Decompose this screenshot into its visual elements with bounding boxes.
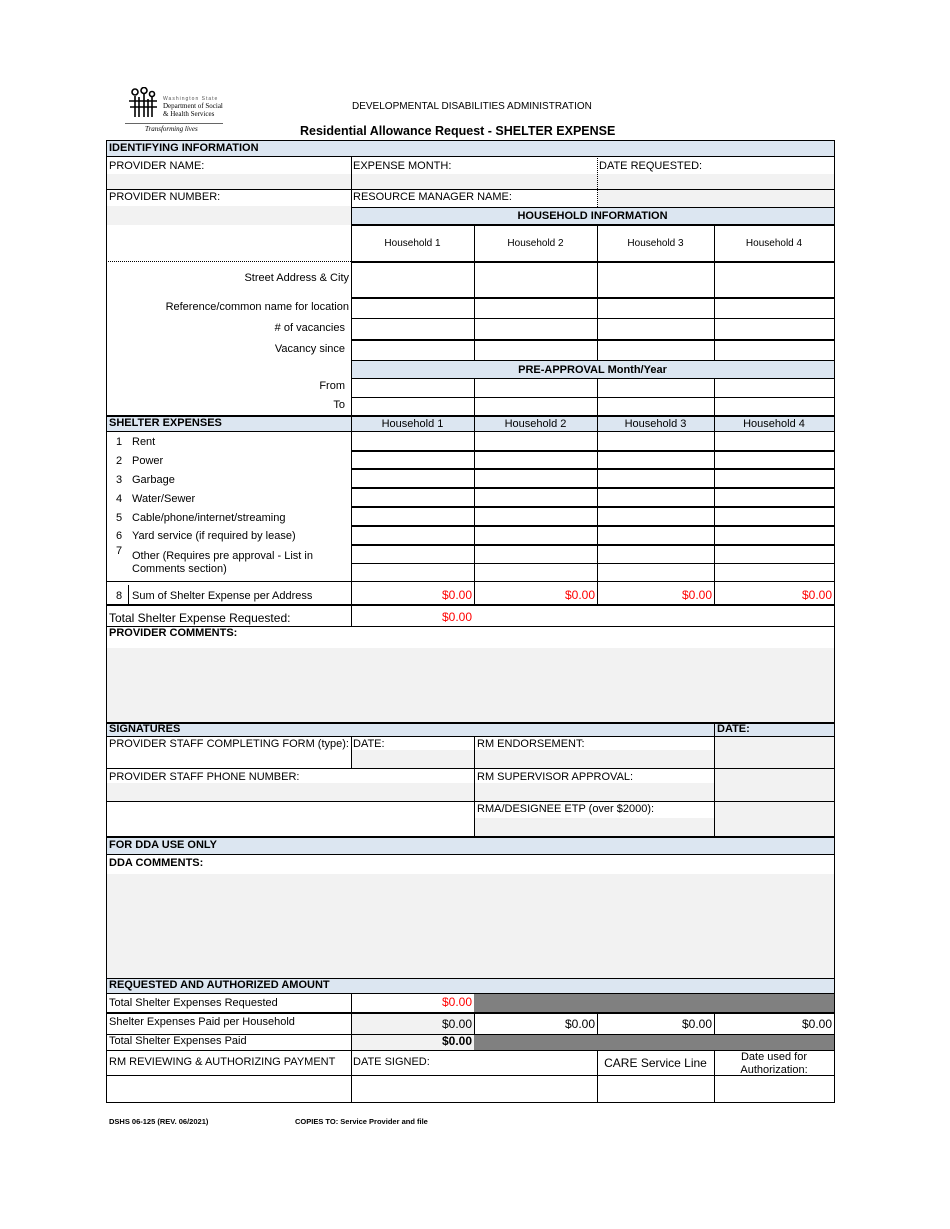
sum-value-household-1: $0.00 [441, 588, 472, 602]
rm-reviewing-label: RM REVIEWING & AUTHORIZING PAYMENT [109, 1056, 336, 1068]
household-col-3: Household 3 [627, 238, 684, 249]
provider-name-label: PROVIDER NAME: [109, 160, 205, 172]
sign-date-label: DATE: [353, 738, 385, 750]
paid-household-2: $0.00 [564, 1017, 595, 1031]
logo-line2: Department of Social [163, 102, 223, 110]
household-col-2: Household 2 [507, 238, 564, 249]
expense-item-number: 5 [116, 512, 123, 524]
shelter-col-4: Household 4 [743, 418, 805, 430]
signatures-heading: SIGNATURES [109, 723, 181, 735]
rm-endorsement-field[interactable] [474, 750, 714, 768]
to-label: To [333, 399, 345, 411]
household-col-4: Household 4 [745, 238, 803, 249]
shelter-heading: SHELTER EXPENSES [109, 417, 222, 429]
shelter-col-3: Household 3 [624, 418, 687, 430]
date-signed-field[interactable] [352, 1076, 597, 1102]
authorized-heading: REQUESTED AND AUTHORIZED AMOUNT [109, 979, 330, 991]
form-id: DSHS 06-125 (REV. 06/2021) [109, 1117, 209, 1126]
care-service-line-label: CARE Service Line [604, 1056, 707, 1070]
resource-manager-label: RESOURCE MANAGER NAME: [353, 191, 512, 203]
from-label: From [319, 380, 345, 392]
preapproval-heading: PRE-APPROVAL Month/Year [518, 364, 667, 376]
paid-per-household-label: Shelter Expenses Paid per Household [109, 1016, 295, 1028]
provider-number-field[interactable] [107, 206, 351, 225]
resource-manager-field[interactable] [598, 189, 834, 207]
vacancies-label: # of vacancies [274, 322, 345, 334]
paid-household-3: $0.00 [681, 1017, 712, 1031]
date-used-label-1: Date used for [740, 1051, 808, 1063]
agency-name: DEVELOPMENTAL DISABILITIES ADMINISTRATION [352, 101, 592, 112]
expense-item-number: 2 [116, 455, 123, 467]
shelter-col-1: Household 1 [381, 418, 444, 430]
vacancy-since-label: Vacancy since [274, 343, 345, 355]
provider-comments-label: PROVIDER COMMENTS: [109, 627, 238, 639]
requested-label: Total Shelter Expenses Requested [109, 997, 278, 1009]
date-signed-label: DATE SIGNED: [353, 1056, 430, 1068]
rm-endorsement-label: RM ENDORSEMENT: [477, 738, 585, 750]
expense-item-number: 7 [116, 545, 123, 557]
dshs-figures-icon [127, 87, 159, 119]
expense-item-number: 6 [116, 530, 123, 542]
date-requested-label: DATE REQUESTED: [599, 160, 703, 172]
shelter-col-2: Household 2 [504, 418, 567, 430]
total-paid-value: $0.00 [441, 1034, 472, 1048]
provider-name-field[interactable] [107, 174, 351, 189]
street-address-field[interactable] [715, 262, 834, 297]
sum-value-household-2: $0.00 [564, 588, 595, 602]
logo-line3: & Health Services [163, 110, 215, 118]
sum-number: 8 [116, 590, 123, 602]
total-shelter-value: $0.00 [441, 610, 472, 624]
street-address-field[interactable] [475, 262, 597, 297]
staff-phone-label: PROVIDER STAFF PHONE NUMBER: [109, 771, 300, 783]
street-address-field[interactable] [352, 262, 474, 297]
expense-item-label: Cable/phone/internet/streaming [132, 512, 286, 524]
reference-label: Reference/common name for location [165, 301, 349, 313]
sum-label: Sum of Shelter Expense per Address [132, 590, 313, 602]
identifying-heading: IDENTIFYING INFORMATION [109, 142, 259, 154]
sum-value-household-4: $0.00 [801, 588, 832, 602]
total-paid-label: Total Shelter Expenses Paid [109, 1035, 247, 1047]
street-address-label: Street Address & City [244, 272, 349, 284]
care-service-line-field[interactable] [598, 1076, 714, 1102]
form-title: Residential Allowance Request - SHELTER EXPENSE [300, 124, 616, 138]
rm-supervisor-label: RM SUPERVISOR APPROVAL: [477, 771, 634, 783]
expense-month-field[interactable] [351, 174, 597, 189]
date-used-label-2: Authorization: [740, 1064, 808, 1076]
provider-comments-field[interactable] [107, 648, 834, 722]
rm-reviewing-field[interactable] [107, 1076, 351, 1102]
logo-tagline: Transforming lives [145, 125, 198, 133]
expense-item-label: Yard service (if required by lease) [132, 530, 296, 542]
sum-value-household-3: $0.00 [681, 588, 712, 602]
dda-comments-label: DDA COMMENTS: [109, 857, 204, 869]
expense-item-label: Rent [132, 436, 156, 448]
expense-item-number: 4 [116, 493, 123, 505]
total-shelter-label: Total Shelter Expense Requested: [109, 611, 291, 625]
staff-phone-field[interactable] [107, 783, 474, 801]
logo-line1: Washington State [163, 96, 219, 102]
household-col-1: Household 1 [384, 238, 441, 249]
household-heading: HOUSEHOLD INFORMATION [517, 210, 668, 222]
date-used-field[interactable] [715, 1076, 834, 1102]
staff-completing-label: PROVIDER STAFF COMPLETING FORM (type): [109, 738, 349, 750]
signatures-date-heading: DATE: [717, 723, 750, 735]
expense-item-label-cont: Comments section) [132, 563, 227, 575]
expense-item-label: Water/Sewer [132, 493, 196, 505]
copies-to: COPIES TO: Service Provider and file [295, 1117, 428, 1126]
street-address-field[interactable] [598, 262, 714, 297]
expense-item-number: 1 [116, 436, 123, 448]
expense-month-label: EXPENSE MONTH: [353, 160, 452, 172]
expense-item-number: 3 [116, 474, 123, 486]
paid-household-4: $0.00 [801, 1017, 832, 1031]
expense-item-label: Garbage [132, 474, 175, 486]
provider-number-label: PROVIDER NUMBER: [109, 191, 221, 203]
dda-heading: FOR DDA USE ONLY [109, 839, 217, 851]
rma-designee-label: RMA/DESIGNEE ETP (over $2000): [477, 803, 655, 815]
expense-item-label: Other (Requires pre approval - List in [132, 550, 313, 562]
requested-value: $0.00 [441, 995, 472, 1009]
expense-item-label: Power [132, 455, 164, 467]
date-requested-field[interactable] [598, 174, 834, 189]
dda-comments-field[interactable] [107, 874, 834, 978]
paid-household-1: $0.00 [441, 1017, 472, 1031]
